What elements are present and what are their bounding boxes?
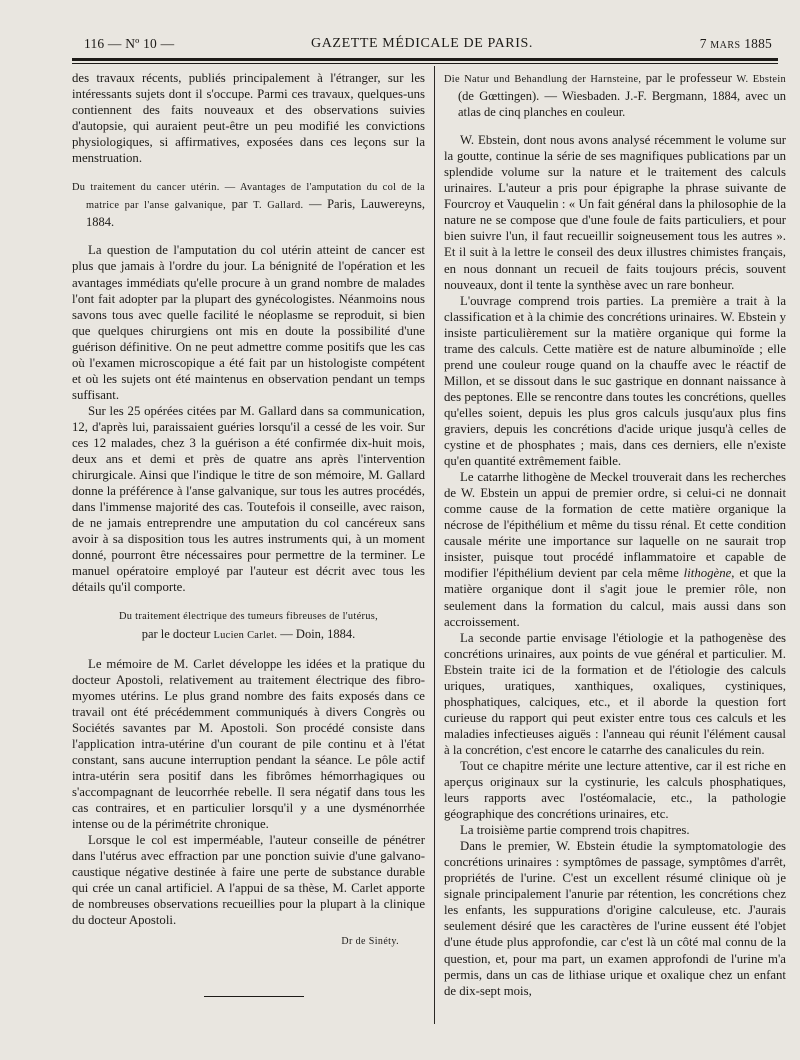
review-title: Du traitement électrique des tumeurs fibreuses de l'utérus,	[118, 611, 379, 623]
review-author: W. Ebstein	[736, 74, 786, 85]
paragraph: des travaux récents, publiés principalement à l'étranger, sur les intéressants sujets dont il s'occupe. Parmi ces travaux, quelques-uns contiennent des faits nouveaux et des observations suivies d'autopsie, qui auraient peut-être un peu modifié les convictions physiologiques, si affirmatives, exposées dans ces leçons sur la menstruation.	[72, 71, 425, 166]
review-author: T. Gallard.	[253, 200, 304, 212]
date-day: 7	[699, 36, 707, 51]
header-rule-thin	[72, 63, 778, 64]
left-column	[72, 70, 425, 997]
review-publisher: — Paris, Lauwereyns, 1884.	[86, 197, 425, 230]
header-rule-thick	[72, 58, 778, 61]
paragraph: Tout ce chapitre mérite une lecture attentive, car il est riche en aperçus originaux sur la cystinurie, les calculs phosphatiques, leurs rapports avec l'ostéomalacie, etc., la pathologie géographique des concrétions urinaires, etc.	[444, 758, 786, 822]
review-heading-ebstein	[444, 70, 786, 120]
review-author: Lucien Carlet.	[213, 629, 278, 641]
paragraph: W. Ebstein, dont nous avons analysé récemment le volume sur la goutte, continue la série de ses magnifiques publications par un splendide volume sur la nature et le traitement des calculs urinaires. L'auteur a pris pour épigraphe la phrase suivante de Fourcroy et Vauquelin : « Un fait général dans la philosophie de la nature ne se compose que d'une foule de faits particuliers, et pour bien suivre l'un, il faut recueillir soigneusement tous les autres ». Et il suit à la lettre le conseil des deux illustres chimistes français, en nous donnant un recueil de faits toujours précis, souvent nouveaux, dont il tente la synthèse avec un rare bonheur.	[444, 133, 786, 292]
paragraph	[444, 469, 786, 629]
review-par: par le docteur	[141, 626, 214, 641]
signature-text: Dr de Sinéty.	[341, 936, 399, 948]
paragraph: Lorsque le col est imperméable, l'auteur conseille de pénétrer dans l'utérus avec effraction par une ponction suivie d'une galvano-caustique négative destinée à faire une perte de substance durable qui crée un canal artificiel. A l'appui de sa thèse, M. Carlet apporte de nombreuses observations recueillies pour la plupart à la clinique du docteur Apostoli.	[72, 833, 425, 928]
paragraph: L'ouvrage comprend trois parties. La première a trait à la classification et à la chimie des concrétions urinaires. W. Ebstein y insiste particulièrement sur la matière organique qui forme la trame des calculs. Cette matière est de nature albuminoïde ; elle prend une couleur rouge quand on la chauffe avec le réactif de Millon, et se dissout dans le suc gastrique en donnant naissance à des peptones. Elle se rencontre dans toutes les concrétions, quelles qu'elles soient, depuis les plus gros calculs jusqu'aux plus fins graviers, depuis les concrétions d'acide urique jusqu'à celles de cystine et de phosphates ; mais, dans ces derniers, elle n'existe qu'en quantité extrêmement faible.	[444, 293, 786, 469]
page-header	[72, 36, 772, 56]
journal-title: GAZETTE MÉDICALE DE PARIS.	[311, 36, 533, 51]
paragraph: La troisième partie comprend trois chapitres.	[460, 823, 690, 838]
date-year: 1885	[744, 36, 772, 51]
review-title: Du traitement du cancer utérin. — Avantages de l'amputation du col de la matrice par l'anse galvanique,	[72, 182, 425, 212]
review-heading-carlet	[72, 607, 425, 643]
end-rule	[204, 996, 304, 997]
signature	[72, 932, 425, 950]
review-publisher: — Doin, 1884.	[277, 626, 356, 641]
text-run: , et que la matière organique dont il s'agit joue le premier rôle, non seulement dans la formation du calcul, mais aussi dans son accroissement.	[444, 566, 786, 629]
paragraph: Dans le premier, W. Ebstein étudie la symptomatologie des concrétions urinaires : symptômes de passage, symptômes d'arrêt, propriétés de l'urine. C'est un excellent résumé clinique où je signale principalement l'anurie par rétention, les concrétions chez les enfants, les suppurations d'origine calculeuse, etc. J'aurais seulement désiré que les caractères de l'urine eussent été l'objet d'une étude plus approfondie, car c'est là un côté mal connu de la question, et, pour ma part, un examen approfondi de l'urine m'a permis, dans un cas de lithiase urique et oxalique chez un enfant de dix-sept mois,	[444, 839, 786, 998]
paragraph: La question de l'amputation du col utérin atteint de cancer est plus que jamais à l'ordre du jour. La bénignité de l'opération et les avantages immédiats qu'elle procure à un grand nombre de malades l'ont fait adopter par la plupart des gynécologistes. Néanmoins nous savons tous avec quelle facilité le néoplasme se reproduit, si bien que quelques chirurgiens ont mis en doute la possibilité d'une guérison définitive. On ne peut admettre comme positifs que les cas où l'examen microscopique a été fait par un histologiste compétent et où les sujets ont été maintenus en observation pendant un temps suffisant.	[72, 243, 425, 402]
page-number: 116 — Nº 10 —	[84, 36, 175, 51]
review-heading-gallard	[72, 178, 425, 230]
text-run: Le catarrhe lithogène de Meckel trouverait dans les recherches de W. Ebstein un appui de premier ordre, si celui-ci ne donnait comme cause de la formation de cette matière organique la nécrose de l'épithélium et même du tissu rénal. Et cette condition causale mérite une importance sur laquelle on ne saurait trop insister, puisque tout procédé inflammatoire et capable de modifier l'épithélium devient par cela même	[444, 470, 786, 581]
review-par: par le professeur	[641, 71, 737, 85]
review-title: Die Natur und Behandlung der Harnsteine,	[444, 74, 642, 85]
emphasis: lithogène	[683, 566, 732, 581]
column-divider	[434, 66, 435, 1024]
paragraph: Le mémoire de M. Carlet développe les idées et la pratique du docteur Apostoli, relativement au traitement électrique des fibro-myomes utérins. Le plus grand nombre des faits exposés dans ce travail ont été précédemment communiqués à divers Congrès ou Sociétés savantes par M. Apostoli. Son procédé consiste dans l'application intra-utérine d'un courant de pile continu et à l'état constant, sans aucune interruption pendant la séance. Le pôle actif intra-utérin sera positif dans les fibrômes hémorrhagiques ou s'accompagnant de leucorrhée rebelle. Il sera négatif dans tous les cas contraires, et en particulier lorsqu'il y a une dysménorrhée intense ou de la périmétrite chronique.	[72, 656, 425, 832]
date-month: MARS	[710, 40, 741, 51]
paragraph: Sur les 25 opérées citées par M. Gallard dans sa communication, 12, d'après lui, paraissaient guéries lorsqu'il a cessé de les voir. Sur ces 12 malades, chez 3 la guérison a été confirmée dix-huit mois, deux ans et demi et près de quatre ans après l'intervention chirurgicale. Ainsi que l'indique le titre de son mémoire, M. Gallard donne la préférence à l'anse galvanique, sur tous les autres procédés, dans l'immense majorité des cas. Toutefois il conseille, avec raison, de ne jamais entreprendre une amputation du col cancéreux sans avoir à sa disposition tous les autres instruments qui, à un moment donné, pourront être nécessaires pour permettre de la terminer. Le manuel opératoire employé par l'auteur est décrit avec tous les détails qu'il comporte.	[72, 403, 425, 595]
paragraph: La seconde partie envisage l'étiologie et la pathogenèse des concrétions urinaires, aux points de vue général et particulier. M. Ebstein traite ici de la formation et de l'étiologie des calculs uriques, uratiques, xanthiques, oxaliques, cystiniques, phosphatiques, calciques, etc., et il aborde la question fort curieuse du rapport qui peut exister entre tous ces calculs et les maladies infectieuses aiguës : l'anneau qui réunit l'élément causal à la concrétion, c'est encore le catarrhe des canalicules du rein.	[444, 630, 786, 757]
review-publisher: (de Gœttingen). — Wiesbaden. J.-F. Bergmann, 1884, avec un atlas de cinq planches en couleur.	[458, 89, 786, 120]
review-par: par	[226, 197, 254, 212]
right-column	[444, 70, 786, 999]
issue-date	[700, 36, 772, 52]
